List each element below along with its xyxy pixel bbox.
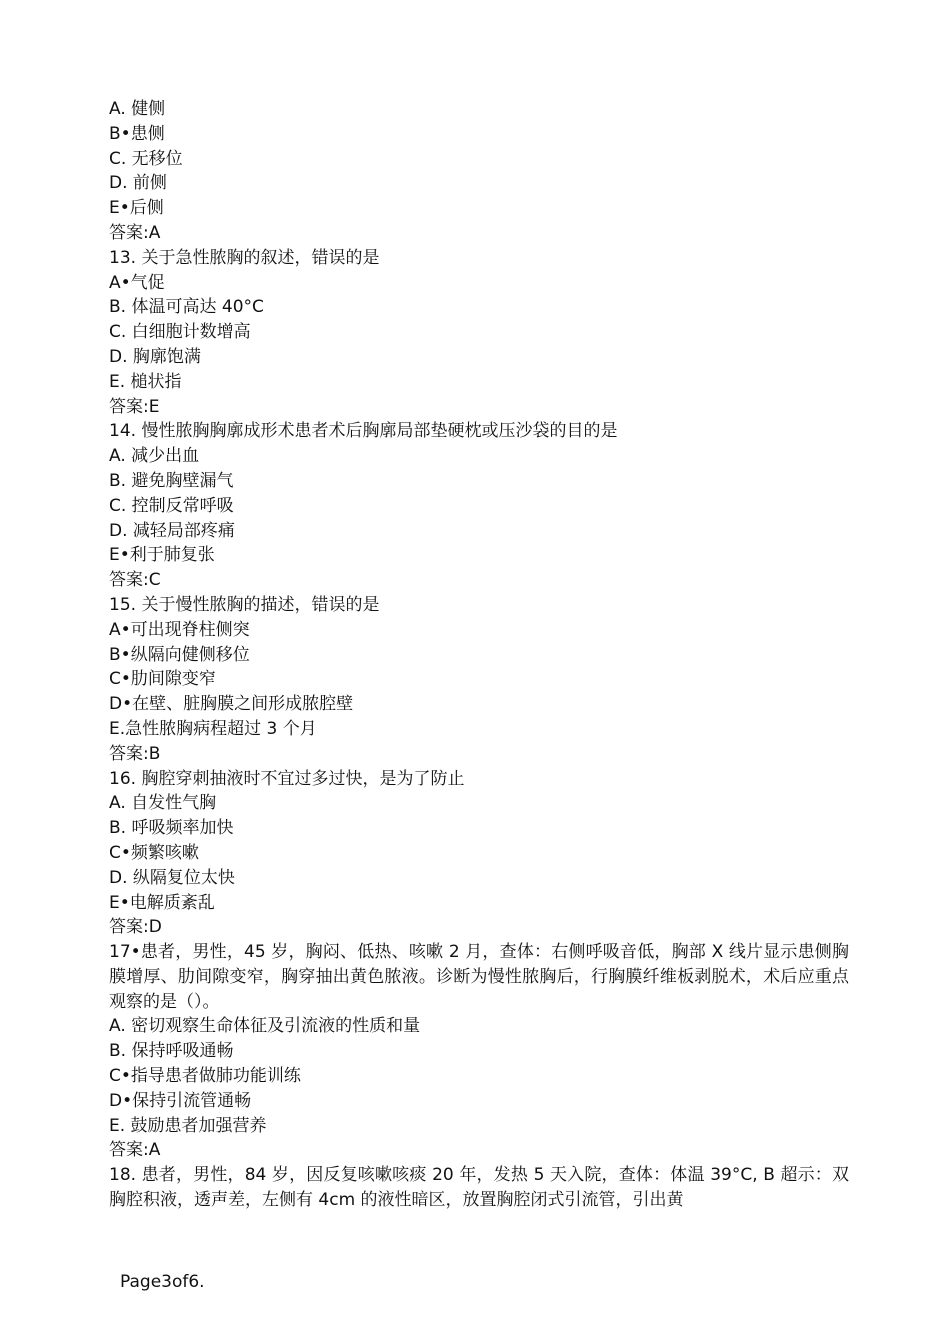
option-a-14: A. 减少出血 [109,446,200,467]
option-b-12: B•患侧 [109,123,165,144]
document-body [109,97,849,1213]
question-block-mid [109,1014,849,1163]
option-d-17: D•保持引流管通畅 [109,1090,252,1111]
answer-17: 答案:A [109,1140,161,1161]
answer-12: 答案:A [109,222,161,243]
option-c-13: C. 白细胞计数增高 [109,322,251,343]
answer-14: 答案:C [109,570,161,591]
option-c-17: C•指导患者做肺功能训练 [109,1066,301,1087]
option-a-16: A. 自发性气胸 [109,793,217,814]
option-a-17: A. 密切观察生命体征及引流液的性质和量 [109,1016,421,1037]
page-number: Page3of6. [120,1272,205,1292]
option-e-17: E. 鼓励患者加强营养 [109,1115,267,1136]
option-c-14: C. 控制反常呼吸 [109,495,234,516]
option-a-15: A•可出现脊柱侧突 [109,619,250,640]
answer-15: 答案:B [109,743,161,764]
option-d-16: D. 纵隔复位太快 [109,867,235,888]
option-e-12: E•后侧 [109,198,164,219]
option-e-14: E•利于肺复张 [109,545,215,566]
option-b-15: B•纵隔向健侧移位 [109,644,250,665]
option-e-16: E•电解质紊乱 [109,892,215,913]
option-d-15: D•在壁、脏胸膜之间形成脓腔壁 [109,694,354,715]
option-a-13: A•气促 [109,272,165,293]
option-e-13: E. 槌状指 [109,371,182,392]
option-c-12: C. 无移位 [109,148,183,169]
option-c-16: C•频繁咳嗽 [109,842,199,863]
option-e-15: E.急性脓胸病程超过 3 个月 [109,718,317,739]
option-d-14: D. 减轻局部疼痛 [109,520,235,541]
question-18: 18. 患者，男性，84 岁，因反复咳嗽咳痰 20 年，发热 5 天入院，查体：体温 39°C, B 超示：双胸腔积液，透声差，左侧有 4cm 的液性暗区，放置胸腔闭式引流管，引出黄 [109,1165,849,1211]
option-d-13: D. 胸廓饱满 [109,346,201,367]
question-16: 16. 胸腔穿刺抽液时不宜过多过快，是为了防止 [109,768,465,789]
question-13: 13. 关于急性脓胸的叙述，错误的是 [109,247,380,268]
option-a-12: A. 健侧 [109,99,166,119]
question-block-top [109,97,849,940]
option-b-16: B. 呼吸频率加快 [109,818,234,839]
option-b-14: B. 避免胸壁漏气 [109,470,234,491]
answer-13: 答案:E [109,396,160,417]
question-15: 15. 关于慢性脓胸的描述，错误的是 [109,594,380,615]
option-d-12: D. 前侧 [109,173,167,194]
option-b-17: B. 保持呼吸通畅 [109,1041,234,1062]
question-14: 14. 慢性脓胸胸廓成形术患者术后胸廓局部垫硬枕或压沙袋的目的是 [109,421,618,442]
option-b-13: B. 体温可高达 40°C [109,297,264,318]
question-17: 17•患者，男性，45 岁，胸闷、低热、咳嗽 2 月，查体：右侧呼吸音低，胸部 X 线片显示患侧胸膜增厚、肋间隙变窄，胸穿抽出黄色脓液。诊断为慢性脓胸后，行胸膜纤维板剥脱术，术后应重点观察的是（）。 [109,942,849,1012]
answer-16: 答案:D [109,917,162,938]
option-c-15: C•肋间隙变窄 [109,669,216,690]
